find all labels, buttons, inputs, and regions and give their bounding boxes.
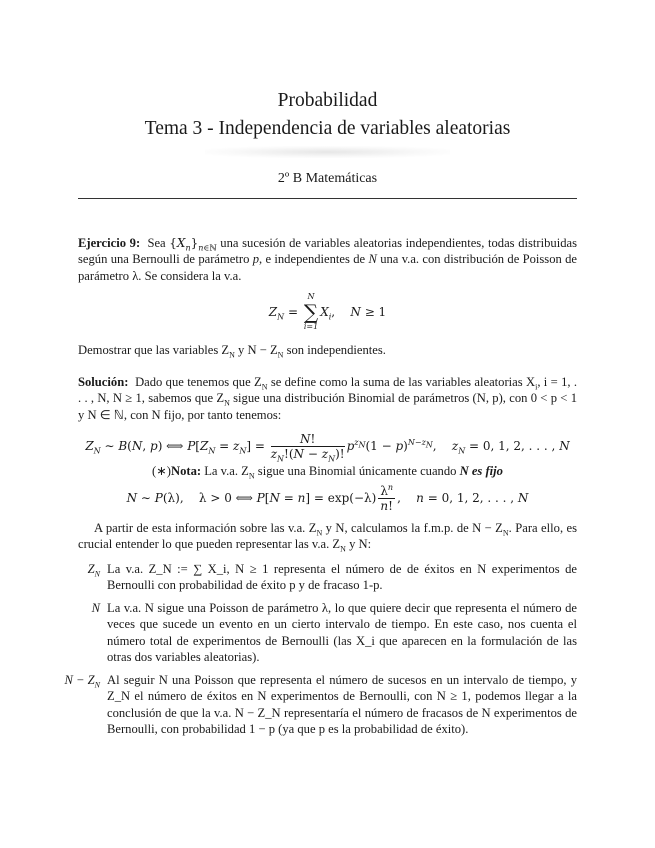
zn-definition-formula: $Z_N$ = N ∑ i=1 $X_i$, N ≥ 1 xyxy=(268,292,387,331)
document-subject: Tema 3 - Independencia de variables aleatorias xyxy=(144,118,511,139)
item-label-n: N xyxy=(91,601,100,615)
exercise-statement: Ejercicio 9: Sea $\{X_n\}_{n\in ℕ}$ una sucesión de variables aleatorias independientes, todas distribuidas según una Bernoulli de parámetro p, e independientes de N una v.a. con distribución de Poisson de parámetro λ. Se considera la v.a. xyxy=(78,236,578,283)
list-item: Al seguir N una Poisson que representa el número de sucesos en un intervalo de tiempo, y Z_N el número de éxitos en N experimentos de Bernoulli, con N ≥ 1, podemos llegar a la conclusión de que la v.a. N − Z_N representaría el número de fracasos de N experimentos de Bernoulli, con probabilidad 1 − p (ya que p es la probabilidad de éxito). xyxy=(107,673,577,737)
item-label-n-minus-zn: $N - Z_N$ xyxy=(64,673,100,690)
poisson-formula: N ∼ P(λ), λ > 0 ⟺ P[N = n] = exp(−λ) $\frac{\lambda^n}{n!}$ , n = 0, 1, 2, . . . , N xyxy=(126,483,529,513)
faded-author-line xyxy=(205,146,450,158)
sequence-symbol: $\{X_n\}_{n\in ℕ}$ xyxy=(169,236,217,253)
exercise-label: Ejercicio 9: xyxy=(78,236,141,250)
course-label: 2º B Matemáticas xyxy=(277,171,378,186)
solution-label: Solución: xyxy=(78,375,129,389)
item-label-zn: $Z_N$ xyxy=(87,562,100,579)
list-item: La v.a. N sigue una Poisson de parámetro λ, lo que quiere decir que representa el número de veces que sucede un evento en un cierto intervalo de tiempo. En este caso, nos cuenta el número total de experimentos de Bernoulli (las X_i que aparecen en la formulación de las otras dos variables aleatorias). xyxy=(107,601,577,665)
list-item: La v.a. Z_N := ∑ X_i, N ≥ 1 representa el número de de éxitos en N experimentos de Bernoulli con probabilidad de éxito p y de fracaso 1-p. xyxy=(107,562,577,593)
header-rule xyxy=(78,198,577,199)
note-line: (∗)Nota: La v.a. $Z_N$ sigue una Binomial únicamente cuando N es fijo xyxy=(152,464,503,481)
intro-paragraph: A partir de esta información sobre las v.a. $Z_N$ y N, calculamos la f.m.p. de $N - Z_N$. Para ello, es crucial entender lo que pueden representar las v.a. $Z_N$ y N: xyxy=(78,521,578,554)
prove-statement: Demostrar que las variables $Z_N$ y $N - Z_N$ son independientes. xyxy=(78,343,386,360)
solution-paragraph: Solución: Dado que tenemos que $Z_N$ se define como la suma de las variables aleatorias $X_i$, i = 1, . . . , N, N ≥ 1, sabemos que $Z_N$ sigue una distribución Binomial de parámetros (N, p), con 0 < p < 1 y N ∈ ℕ, con N fijo, por tanto tenemos: xyxy=(78,375,577,422)
binomial-formula: $Z_N$ ∼ B(N, p) ⟺ $P[Z_N = z_N]$ = $\frac{N!}{z_N!(N - z_N)!}$ $p^{z_N}(1 - p)^{N-z_N}$, $z_N = 0$, 1, 2, . . . , N xyxy=(85,432,570,464)
document-title: Probabilidad xyxy=(277,90,378,111)
